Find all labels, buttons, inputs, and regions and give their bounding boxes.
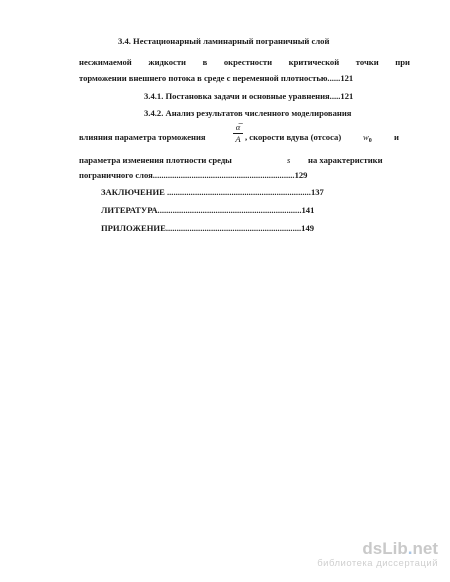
toc-entry-3-4-line1: 3.4. Нестационарный ламинарный пограничный слой	[118, 36, 330, 46]
watermark-subtitle: библиотека диссертаций	[317, 558, 438, 569]
toc-entry-3-4-line3: торможении внешнего потока в среде с переменной плотностью......121	[79, 73, 354, 83]
watermark-logo-b: net	[412, 539, 438, 558]
symbol-s: s	[287, 155, 291, 165]
dslib-watermark	[308, 540, 438, 570]
toc-entry-3-4-2-line2b: , скорости вдува (отсоса)	[245, 132, 342, 142]
toc-entry-3-4-2-line1: 3.4.2. Анализ результатов численного моделирования	[144, 108, 352, 118]
toc-entry-appendix: ПРИЛОЖЕНИЕ...............................................................149	[101, 223, 315, 233]
toc-entry-3-4-2-line3a: параметра изменения плотности среды	[79, 155, 232, 165]
toc-entry-3-4-1: 3.4.1. Постановка задачи и основные уравнения.....121	[144, 91, 354, 101]
toc-entry-3-4-2-line3b: на характеристики	[308, 155, 383, 165]
watermark-logo	[308, 540, 438, 558]
toc-entry-3-4-2-line4: пограничного слоя..................................................................129	[79, 170, 308, 180]
symbol-w-subscript: 0	[368, 138, 372, 144]
braking-parameter-fraction	[233, 123, 243, 144]
toc-entry-literature: ЛИТЕРАТУРА...................................................................141	[101, 205, 315, 215]
symbol-w0	[363, 132, 372, 147]
fraction-denominator: A	[235, 134, 241, 144]
symbol-w: w	[363, 132, 369, 142]
watermark-logo-dot: .	[407, 539, 413, 558]
fraction-numerator: α̅	[235, 122, 241, 132]
toc-entry-conclusion: ЗАКЛЮЧЕНИЕ ...................................................................137	[101, 187, 324, 197]
toc-entry-3-4-2-line2c: и	[394, 132, 399, 142]
toc-entry-3-4-2-line2a: влияния параметра торможения	[79, 132, 206, 142]
toc-entry-3-4-line2: несжимаемой жидкости в окрестности критической точки при	[79, 57, 410, 67]
watermark-logo-a: dsLib	[362, 539, 408, 558]
